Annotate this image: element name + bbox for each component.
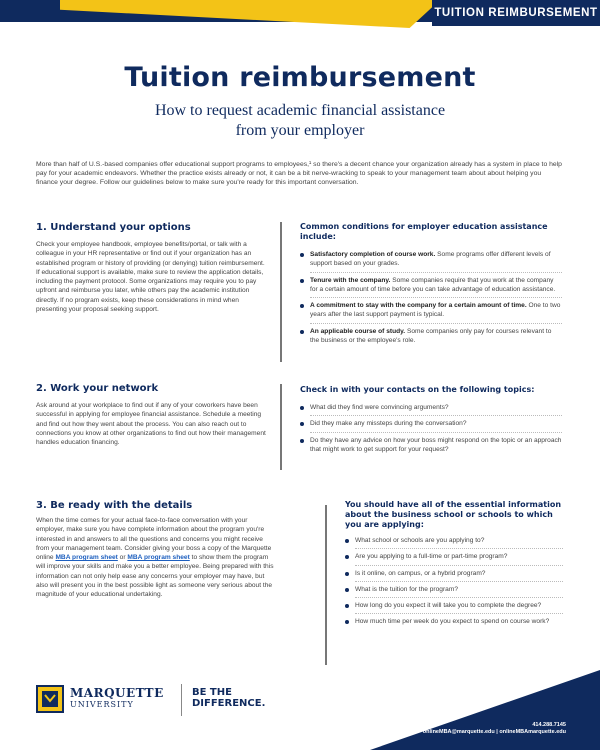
header-tag: TUITION REIMBURSEMENT [432,0,600,26]
shield-icon [36,685,64,713]
footer-divider [181,684,182,716]
footer-phone: 414.288.7145 [532,722,566,728]
section-understand [36,222,268,314]
list-item: How much time per week do you expect to spend on course work? [345,617,563,626]
section-body: Check your employee handbook, employee benefits/portal, or talk with a colleague in your HR representative or find out if your organization has an established program or history of providing (or denying) tuition reimbursement. If educational support is available, make sure to review the application details, including the payment protocol. Some organizations may require you to pay upfront and reimburse you later, while others pay the academic institution directly. If no program exists, keep these considerations in mind when presenting your proposal seeking support. [36,241,265,314]
mba-sheet-link[interactable]: MBA program sheet [55,554,118,562]
section-heading: 2. Work your network [36,383,159,394]
contacts-box [300,385,562,457]
section-details [36,500,276,600]
section-body [36,516,276,600]
list-item: Satisfactory completion of course work. Some programs offer different levels of support based on your grades. [300,250,562,273]
footer-contact [423,722,566,736]
tagline: BE THE DIFFERENCE. [192,687,266,709]
footer-band [370,670,600,750]
list-item: Are you applying to a full-time or part-time program? [345,552,563,565]
section-heading: 1. Understand your options [36,222,191,233]
section-body: Ask around at your workplace to find out if any of your coworkers have been successful in applying for employee financial assistance. Schedule a meeting and find out how they went about the process. You can also reach out to connections you know at other organizations to find out how their management handles education financing. [36,402,266,447]
list-item: Do they have any advice on how your boss might respond on the topic or an approach that might work to get support for your request? [300,436,562,455]
body-text: or [117,554,128,562]
logo-line-1: MARQUETTE [70,686,164,700]
column-divider [280,384,282,470]
body-text: to show them the program will improve your skills and make you a better employee. Being prepared with this information can not only help ease any concerns your employer may have, but also will present you in the best possible light as someone very serious about the magnitude of your educational undertaking. [36,554,274,599]
essentials-box [345,500,563,630]
contacts-heading: Check in with your contacts on the following topics: [300,385,535,394]
conditions-box [300,222,562,348]
list-item: What school or schools are you applying to? [345,536,563,549]
list-item: How long do you expect it will take you to complete the degree? [345,601,563,614]
column-divider [280,222,282,362]
essentials-heading: You should have all of the essential information about the business school or schools to which you are applying: [345,500,562,529]
body-text: When the time comes for your actual face-to-face conversation with your employer, make sure you have complete information about the program you're interested in and answers to all the questions and concerns you might receive from your management team. Consider giving your boss a copy of the Marquette online [36,517,272,562]
logo-line-2: UNIVERSITY [70,700,134,709]
page-title: Tuition reimbursement [124,62,476,93]
mba-program-link[interactable]: MBA program sheet [127,554,190,562]
essentials-list [345,536,563,627]
list-item: Did they make any missteps during the conversation? [300,419,562,432]
page-subtitle: How to request academic financial assistance from your employer [154,102,446,139]
list-item: Tenure with the company. Some companies require that you work at the company for a certain amount of time before you can take advantage of education assistance. [300,276,562,299]
conditions-heading: Common conditions for employer education assistance include: [300,222,548,241]
footer-email[interactable]: onlineMBA@marquette.edu | onlineMBAmarquette.edu [422,729,566,735]
section-heading: 3. Be ready with the details [36,500,193,511]
contacts-list [300,403,562,454]
conditions-list [300,250,562,345]
list-item: An applicable course of study. Some companies only pay for courses relevant to the business or the employee's role. [300,327,562,346]
marquette-logo [36,685,164,713]
intro-paragraph: More than half of U.S.-based companies offer educational support programs to employees,¹ so there's a decent chance your organization already has a system in place to help pay for your academic endeavors. Whether the practice exists already or not, it can be a bit nerve-wracking to speak to your management team about about helping you finance your degree. Follow our guidelines below to make sure you're ready for this important conversation. [36,161,562,187]
list-item: A commitment to stay with the company for a certain amount of time. One to two years after the last support payment is typical. [300,301,562,324]
section-network [36,383,268,447]
list-item: Is it online, on campus, or a hybrid program? [345,569,563,582]
list-item: What is the tuition for the program? [345,585,563,598]
list-item: What did they find were convincing arguments? [300,403,562,416]
column-divider [325,505,327,665]
